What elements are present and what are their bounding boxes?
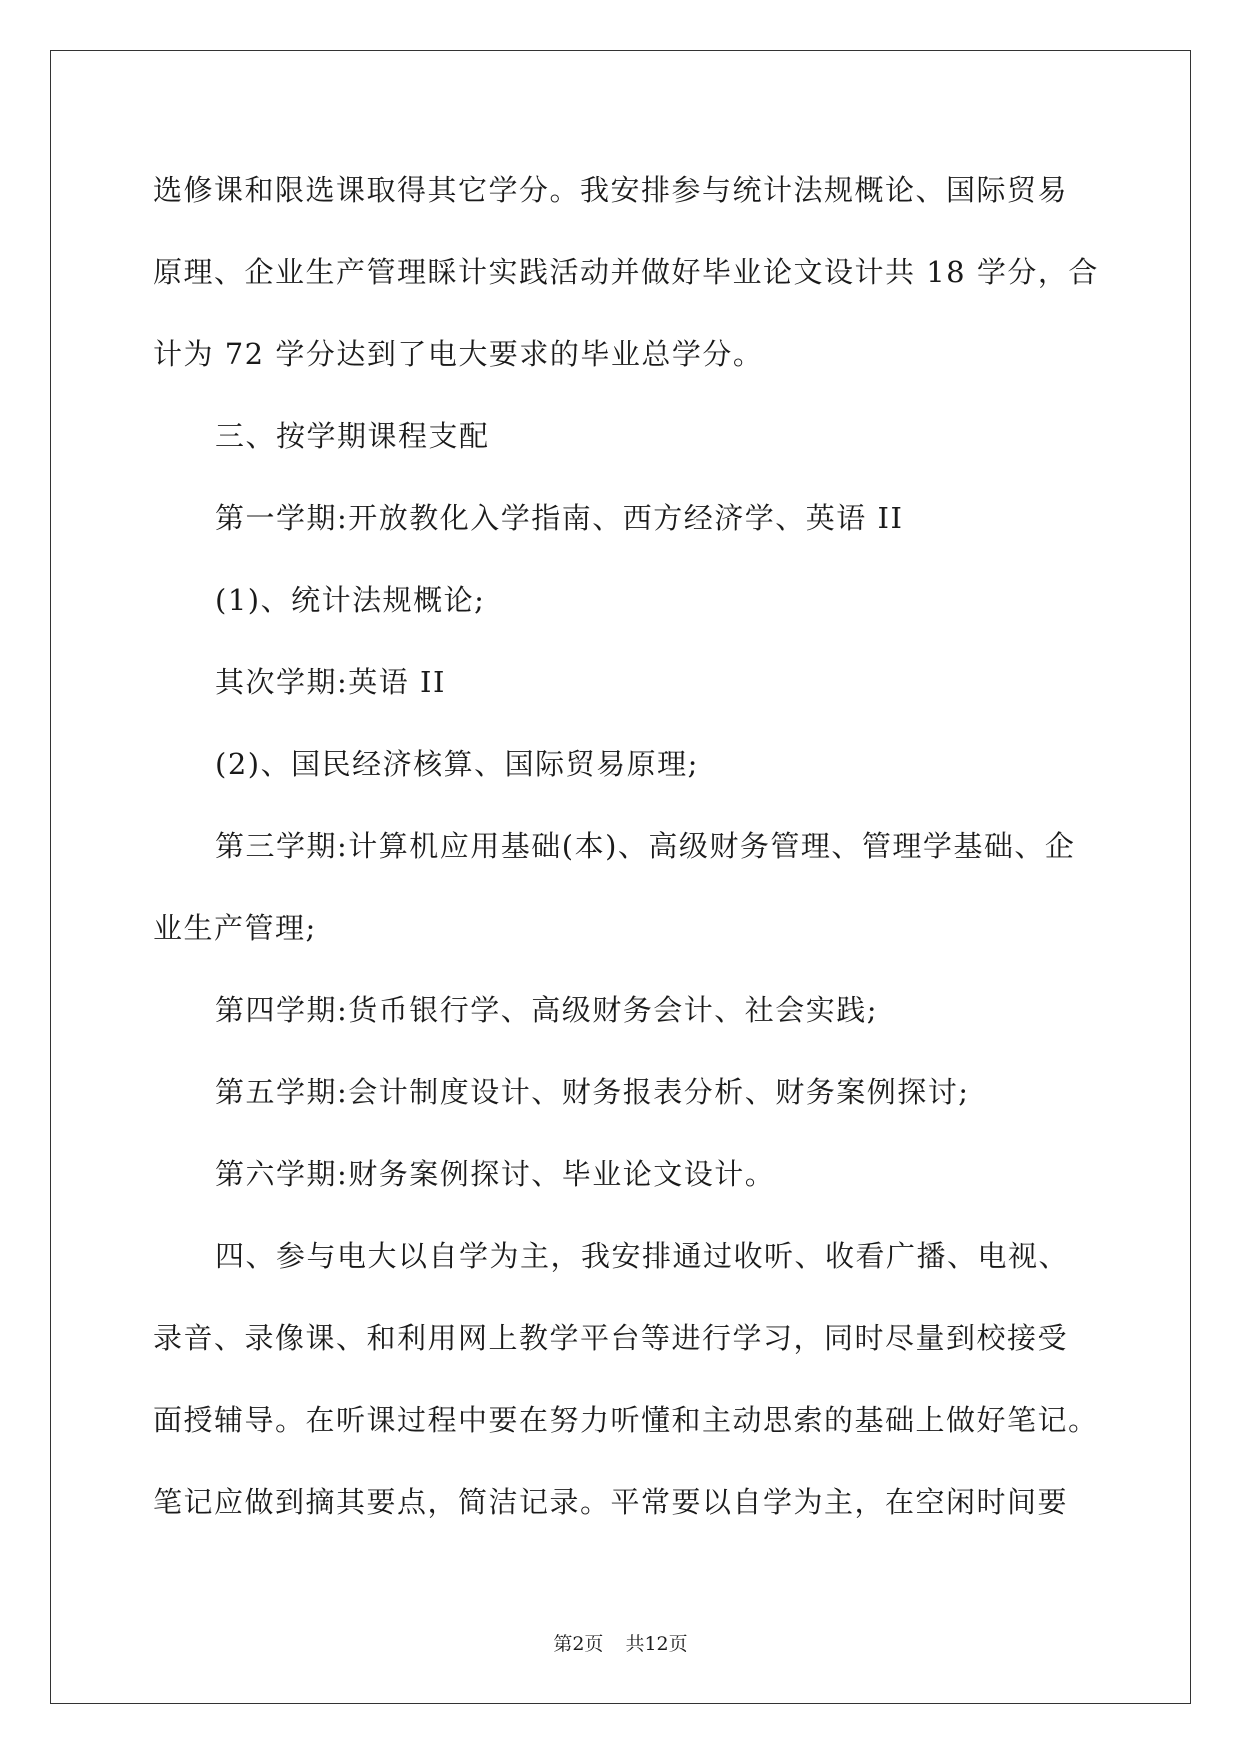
text-line: (1)、统计法规概论;	[215, 583, 486, 617]
text-line: 第四学期:货币银行学、高级财务会计、社会实践;	[215, 993, 879, 1027]
page-total: 共12页	[625, 1633, 688, 1655]
text-line: 录音、录像课、和利用网上教学平台等进行学习，同时尽量到校接受	[153, 1321, 1069, 1355]
text-line: 第一学期:开放教化入学指南、西方经济学、英语 II	[215, 501, 904, 535]
section-heading: 三、按学期课程支配	[215, 419, 490, 453]
text-line: (2)、国民经济核算、国际贸易原理;	[215, 747, 699, 781]
text-line: 第六学期:财务案例探讨、毕业论文设计。	[215, 1157, 776, 1191]
text-line: 其次学期:英语 II	[215, 665, 446, 699]
text-line: 面授辅导。在听课过程中要在努力听懂和主动思索的基础上做好笔记。	[153, 1403, 1099, 1437]
page-border	[50, 50, 1191, 1704]
text-line: 选修课和限选课取得其它学分。我安排参与统计法规概论、国际贸易	[153, 173, 1069, 207]
text-line: 计为 72 学分达到了电大要求的毕业总学分。	[153, 337, 764, 371]
text-line: 第三学期:计算机应用基础(本)、高级财务管理、管理学基础、企	[215, 829, 1076, 863]
page-number: 第2页	[553, 1633, 604, 1655]
text-line: 原理、企业生产管理睬计实践活动并做好毕业论文设计共 18 学分，合	[153, 255, 1099, 289]
text-line: 笔记应做到摘其要点，简洁记录。平常要以自学为主，在空闲时间要	[153, 1485, 1069, 1519]
text-line: 业生产管理;	[153, 911, 317, 945]
page-footer	[0, 1632, 1241, 1656]
section-heading: 四、参与电大以自学为主，我安排通过收听、收看广播、电视、	[215, 1239, 1070, 1273]
text-line: 第五学期:会计制度设计、财务报表分析、财务案例探讨;	[215, 1075, 970, 1109]
